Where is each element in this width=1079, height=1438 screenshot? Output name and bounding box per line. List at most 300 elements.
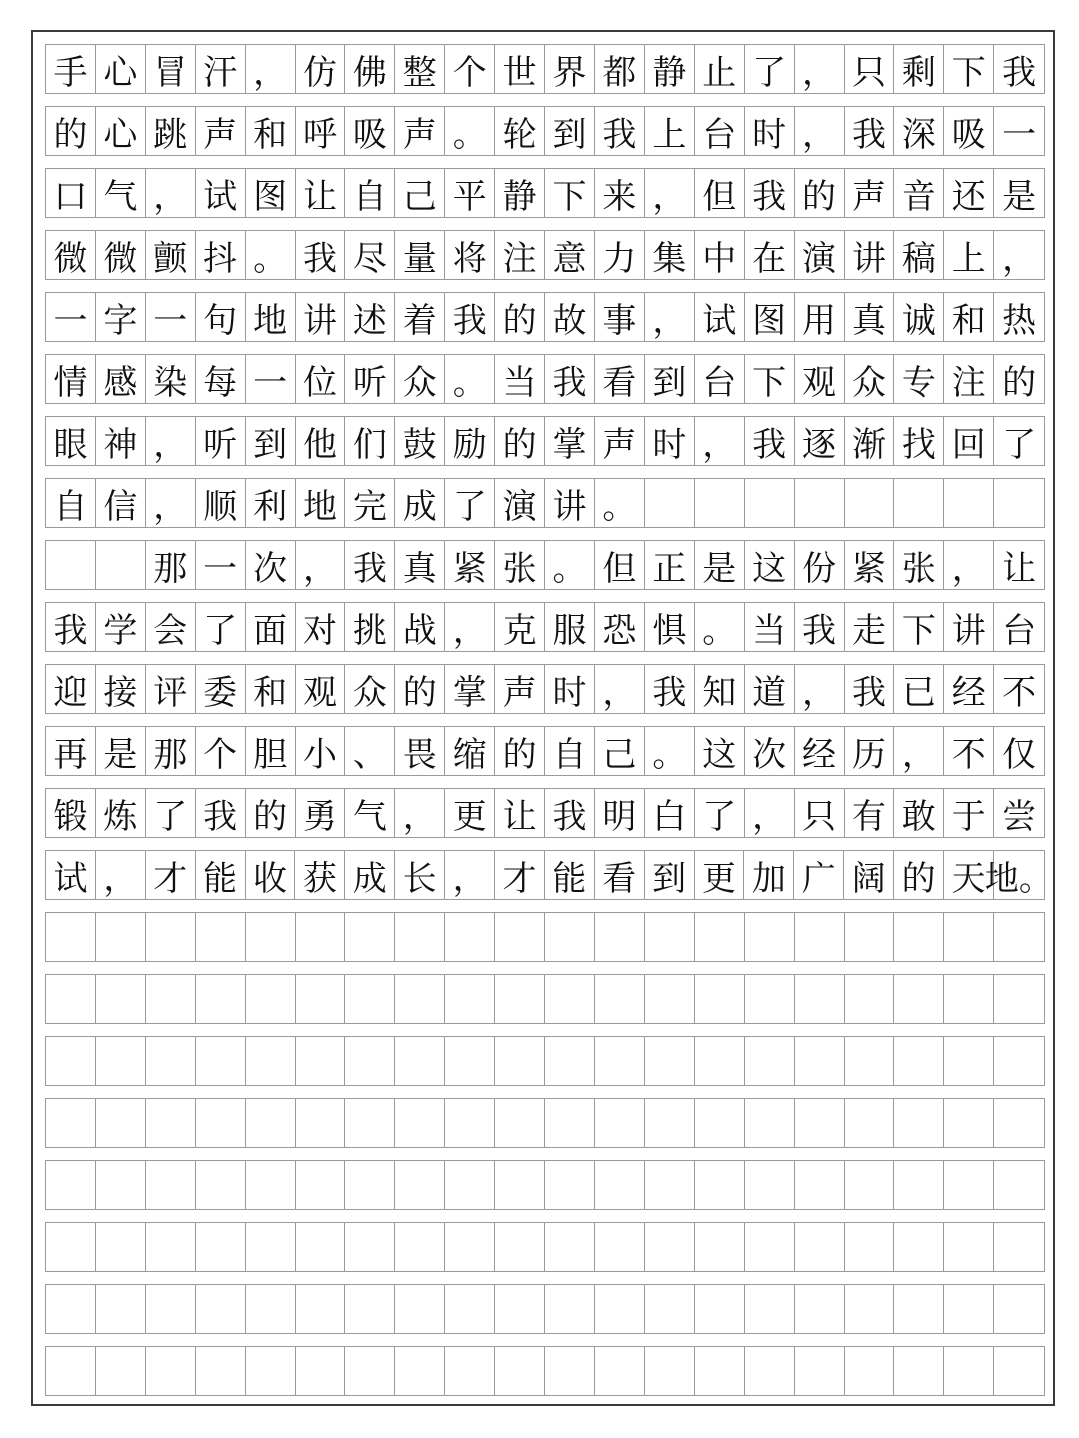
grid-cell	[395, 1285, 445, 1333]
grid-cell: 气	[96, 169, 146, 217]
grid-cell	[296, 975, 346, 1023]
grid-cell	[595, 913, 645, 961]
grid-cell	[944, 1161, 994, 1209]
grid-cell: 紧	[845, 541, 895, 589]
grid-cell: 汗	[196, 45, 246, 93]
grid-cell	[795, 1099, 845, 1147]
grid-cell: 小	[296, 727, 346, 775]
grid-cell	[146, 1285, 196, 1333]
grid-cell: 在	[745, 231, 795, 279]
grid-cell	[395, 1037, 445, 1085]
grid-cell	[495, 913, 545, 961]
grid-cell	[894, 1161, 944, 1209]
grid-cell: 仿	[296, 45, 346, 93]
grid-cell: 热	[1002, 300, 1037, 341]
grid-row	[45, 1036, 1045, 1086]
grid-cell	[445, 1161, 495, 1209]
grid-cell	[894, 1285, 944, 1333]
grid-cell: 的	[395, 665, 445, 713]
grid-cell	[395, 1347, 445, 1395]
grid-cell: 个	[445, 45, 495, 93]
grid-cell: 注	[944, 355, 994, 403]
grid-cell: 个	[196, 727, 246, 775]
grid-cell	[495, 975, 545, 1023]
grid-cell: 了	[146, 789, 196, 837]
grid-row	[45, 850, 1053, 900]
grid-cell: 真	[395, 541, 445, 589]
grid-row	[45, 230, 1045, 280]
grid-cell: 世	[495, 45, 545, 93]
grid-cell: 声	[395, 107, 445, 155]
grid-cell: 的	[795, 169, 845, 217]
grid-cell: 心	[96, 45, 146, 93]
grid-cell	[595, 975, 645, 1023]
grid-cell: 掌	[545, 417, 595, 465]
grid-cell: 图	[246, 169, 296, 217]
grid-cell: 才	[495, 851, 545, 899]
grid-cell	[795, 1285, 845, 1333]
grid-row	[45, 726, 1045, 776]
grid-cell: 我	[345, 541, 395, 589]
grid-cell: 神	[96, 417, 146, 465]
grid-cell: 止	[695, 45, 745, 93]
grid-cell	[345, 913, 395, 961]
grid-cell: 观	[296, 665, 346, 713]
grid-cell	[695, 1037, 745, 1085]
grid-cell: ，	[96, 851, 146, 899]
grid-cell: 长	[395, 851, 445, 899]
grid-cell: 将	[445, 231, 495, 279]
grid-cell	[994, 1223, 1044, 1271]
grid-cell	[795, 1037, 845, 1085]
grid-cell: 不	[944, 727, 994, 775]
grid-cell	[745, 1285, 795, 1333]
grid-cell: 的	[46, 107, 96, 155]
grid-cell	[695, 975, 745, 1023]
grid-cell: 。	[695, 603, 745, 651]
grid-cell: 到	[545, 107, 595, 155]
grid-cell: 和	[246, 665, 296, 713]
grid-cell	[296, 1161, 346, 1209]
grid-cell	[845, 479, 895, 527]
grid-row	[45, 1222, 1045, 1272]
grid-row	[45, 912, 1045, 962]
grid-cell	[695, 1223, 745, 1271]
grid-cell	[994, 1037, 1044, 1085]
grid-cell: 对	[296, 603, 346, 651]
grid-cell	[994, 1285, 1044, 1333]
grid-cell	[845, 1223, 895, 1271]
grid-cell: 。	[595, 479, 645, 527]
grid-cell	[46, 913, 96, 961]
grid-cell	[745, 975, 795, 1023]
grid-cell: 声	[845, 169, 895, 217]
grid-cell: 我	[545, 355, 595, 403]
grid-cell: 更	[445, 789, 495, 837]
grid-cell: 掌	[445, 665, 495, 713]
grid-cell: 事	[595, 293, 645, 341]
grid-cell: 的	[1002, 362, 1037, 403]
grid-cell	[495, 1347, 545, 1395]
grid-cell	[96, 1223, 146, 1271]
grid-cell: 到	[246, 417, 296, 465]
grid-cell: 我	[845, 107, 895, 155]
grid-cell: 到	[645, 355, 695, 403]
grid-cell	[595, 1037, 645, 1085]
grid-cell: 能	[196, 851, 246, 899]
grid-cell: 吸	[345, 107, 395, 155]
grid-row	[45, 354, 1045, 404]
grid-row	[45, 1284, 1045, 1334]
grid-cell: 尽	[345, 231, 395, 279]
grid-cell	[545, 1161, 595, 1209]
grid-cell	[46, 541, 96, 589]
grid-cell: 让	[1002, 548, 1037, 589]
grid-cell: 演	[795, 231, 845, 279]
grid-cell: 地	[246, 293, 296, 341]
grid-cell: 口	[46, 169, 96, 217]
grid-cell: 历	[845, 727, 895, 775]
grid-cell	[196, 1285, 246, 1333]
grid-cell: 服	[545, 603, 595, 651]
grid-cell	[345, 1347, 395, 1395]
grid-cell	[146, 1099, 196, 1147]
grid-cell: 了	[745, 45, 795, 93]
grid-cell	[545, 1347, 595, 1395]
grid-cell: ，	[445, 851, 495, 899]
grid-cell: 经	[795, 727, 845, 775]
grid-cell: 更	[695, 851, 745, 899]
grid-cell	[96, 1285, 146, 1333]
grid-cell: 明	[595, 789, 645, 837]
grid-cell: 界	[545, 45, 595, 93]
grid-cell	[345, 1223, 395, 1271]
grid-cell	[894, 1347, 944, 1395]
grid-cell: 胆	[246, 727, 296, 775]
grid-cell	[46, 1223, 96, 1271]
grid-cell: ，	[395, 789, 445, 837]
grid-cell	[246, 1285, 296, 1333]
manuscript-sheet	[31, 30, 1055, 1406]
grid-cell	[146, 1223, 196, 1271]
grid-cell: 己	[595, 727, 645, 775]
grid-cell	[645, 1161, 695, 1209]
grid-cell: 只	[795, 789, 845, 837]
grid-cell	[146, 913, 196, 961]
grid-cell	[46, 1161, 96, 1209]
grid-cell: 台	[1002, 610, 1037, 651]
grid-cell	[745, 1037, 795, 1085]
grid-cell	[46, 1285, 96, 1333]
grid-cell: 委	[196, 665, 246, 713]
grid-cell: 完	[345, 479, 395, 527]
grid-cell: 信	[96, 479, 146, 527]
grid-cell	[795, 1161, 845, 1209]
grid-cell: 克	[495, 603, 545, 651]
grid-cell: 众	[345, 665, 395, 713]
grid-cell: 众	[395, 355, 445, 403]
grid-cell	[96, 1099, 146, 1147]
grid-cell: 广	[794, 851, 844, 899]
grid-cell: 讲	[845, 231, 895, 279]
grid-cell	[994, 975, 1044, 1023]
grid-cell: 我	[196, 789, 246, 837]
grid-cell: 才	[146, 851, 196, 899]
grid-cell: 锻	[46, 789, 96, 837]
grid-cell	[46, 1099, 96, 1147]
grid-cell: 手	[46, 45, 96, 93]
grid-cell: 染	[146, 355, 196, 403]
grid-cell	[944, 1223, 994, 1271]
grid-cell: 这	[745, 541, 795, 589]
grid-cell: 佛	[345, 45, 395, 93]
grid-cell: 。	[545, 541, 595, 589]
grid-cell	[595, 1223, 645, 1271]
grid-cell: 缩	[445, 727, 495, 775]
grid-cell	[745, 1223, 795, 1271]
grid-cell	[196, 1099, 246, 1147]
grid-cell: 我	[46, 603, 96, 651]
grid-cell: 试	[46, 851, 96, 899]
grid-cell	[146, 1037, 196, 1085]
grid-cell	[146, 1161, 196, 1209]
grid-cell: 着	[395, 293, 445, 341]
grid-row	[45, 602, 1045, 652]
grid-cell	[296, 1285, 346, 1333]
grid-cell	[994, 1347, 1044, 1395]
grid-cell: 张	[495, 541, 545, 589]
grid-cell: 利	[246, 479, 296, 527]
grid-cell: 讲	[296, 293, 346, 341]
grid-cell	[595, 1099, 645, 1147]
grid-cell	[845, 1347, 895, 1395]
grid-cell	[345, 1285, 395, 1333]
grid-cell	[445, 975, 495, 1023]
grid-cell: 当	[495, 355, 545, 403]
grid-cell: 获	[295, 851, 345, 899]
grid-cell: 都	[595, 45, 645, 93]
grid-cell	[445, 1099, 495, 1147]
grid-cell: 学	[96, 603, 146, 651]
grid-cell	[545, 1037, 595, 1085]
grid-cell	[845, 1285, 895, 1333]
grid-cell	[645, 975, 695, 1023]
grid-cell: 台	[695, 107, 745, 155]
grid-cell: 跳	[146, 107, 196, 155]
grid-cell	[246, 1347, 296, 1395]
grid-cell: ，	[296, 541, 346, 589]
grid-cell: 试	[695, 293, 745, 341]
grid-cell	[246, 975, 296, 1023]
grid-row	[45, 1098, 1045, 1148]
grid-cell: 静	[495, 169, 545, 217]
grid-cell: 中	[695, 231, 745, 279]
grid-cell: 时	[745, 107, 795, 155]
grid-cell	[395, 975, 445, 1023]
grid-cell	[296, 1223, 346, 1271]
grid-cell: ，	[894, 727, 944, 775]
grid-cell: 冒	[146, 45, 196, 93]
grid-cell: 了	[695, 789, 745, 837]
grid-cell: 挑	[345, 603, 395, 651]
grid-cell: 声	[196, 107, 246, 155]
grid-cell: 呼	[296, 107, 346, 155]
grid-cell: 轮	[495, 107, 545, 155]
grid-cell: 声	[495, 665, 545, 713]
grid-cell: 稿	[894, 231, 944, 279]
grid-cell	[894, 479, 944, 527]
grid-cell	[96, 1161, 146, 1209]
grid-cell	[445, 1347, 495, 1395]
grid-cell	[845, 1161, 895, 1209]
grid-cell	[845, 1099, 895, 1147]
grid-cell: 静	[645, 45, 695, 93]
grid-cell: 只	[845, 45, 895, 93]
grid-cell	[944, 1285, 994, 1333]
grid-cell	[994, 913, 1044, 961]
grid-cell: 到	[645, 851, 695, 899]
grid-cell: 抖	[196, 231, 246, 279]
grid-row	[45, 478, 1045, 528]
grid-cell: 我	[445, 293, 495, 341]
grid-cell: 我	[745, 169, 795, 217]
grid-cell	[296, 1347, 346, 1395]
grid-cell: 是	[695, 541, 745, 589]
grid-cell	[196, 1223, 246, 1271]
grid-cell	[745, 479, 795, 527]
grid-cell: 了	[196, 603, 246, 651]
grid-cell: 微	[96, 231, 146, 279]
grid-cell	[595, 1347, 645, 1395]
grid-cell: 字	[96, 293, 146, 341]
grid-row	[45, 416, 1045, 466]
grid-cell: 一	[1002, 114, 1037, 155]
grid-cell: 阔	[844, 851, 894, 899]
grid-cell	[695, 913, 745, 961]
grid-cell: 用	[795, 293, 845, 341]
grid-cell	[645, 1099, 695, 1147]
grid-cell: 微	[46, 231, 96, 279]
grid-cell: 我	[545, 789, 595, 837]
grid-cell: 次	[246, 541, 296, 589]
grid-cell: 仅	[1002, 734, 1037, 775]
grid-cell: 他	[296, 417, 346, 465]
grid-cell: 故	[545, 293, 595, 341]
grid-cell: 每	[196, 355, 246, 403]
grid-cell: 平	[445, 169, 495, 217]
grid-cell	[944, 913, 994, 961]
grid-cell	[495, 1285, 545, 1333]
grid-cell: 恐	[595, 603, 645, 651]
grid-cell: 上	[645, 107, 695, 155]
grid-cell	[345, 1099, 395, 1147]
grid-cell: 鼓	[395, 417, 445, 465]
grid-cell	[545, 913, 595, 961]
grid-cell	[96, 975, 146, 1023]
grid-cell: 张	[894, 541, 944, 589]
grid-cell: 、	[345, 727, 395, 775]
grid-cell	[495, 1223, 545, 1271]
grid-cell: 看	[595, 355, 645, 403]
grid-cell: 面	[246, 603, 296, 651]
grid-cell: 。	[445, 107, 495, 155]
grid-cell: ，	[1002, 238, 1037, 279]
grid-cell	[894, 975, 944, 1023]
grid-cell	[46, 975, 96, 1023]
grid-cell	[645, 913, 695, 961]
grid-cell	[944, 479, 994, 527]
grid-cell: 。	[246, 231, 296, 279]
grid-cell	[445, 1285, 495, 1333]
grid-cell: 吸	[944, 107, 994, 155]
grid-cell: 我	[745, 417, 795, 465]
grid-row	[45, 788, 1045, 838]
grid-cell: 颤	[146, 231, 196, 279]
grid-cell: ，	[795, 665, 845, 713]
grid-cell: 我	[296, 231, 346, 279]
grid-cell	[296, 913, 346, 961]
grid-cell: 正	[645, 541, 695, 589]
grid-cell: 畏	[395, 727, 445, 775]
grid-cell: 会	[146, 603, 196, 651]
grid-row	[45, 292, 1045, 342]
grid-cell: 加	[744, 851, 794, 899]
grid-row	[45, 44, 1045, 94]
grid-cell: 图	[745, 293, 795, 341]
grid-cell	[146, 975, 196, 1023]
grid-cell: 炼	[96, 789, 146, 837]
grid-cell: 已	[894, 665, 944, 713]
grid-cell: 来	[595, 169, 645, 217]
grid-cell: 的	[495, 417, 545, 465]
grid-cell	[845, 975, 895, 1023]
grid-cell: 位	[296, 355, 346, 403]
grid-cell: 让	[495, 789, 545, 837]
grid-cell	[345, 975, 395, 1023]
grid-cell: 紧	[445, 541, 495, 589]
grid-cell: 渐	[845, 417, 895, 465]
grid-cell: 自	[545, 727, 595, 775]
grid-cell: 评	[146, 665, 196, 713]
grid-cell	[445, 1223, 495, 1271]
grid-cell: 观	[795, 355, 845, 403]
grid-cell: 知	[695, 665, 745, 713]
grid-cell: 讲	[944, 603, 994, 651]
grid-cell: 音	[894, 169, 944, 217]
grid-cell	[196, 1161, 246, 1209]
grid-cell: 了	[1002, 424, 1037, 465]
grid-cell: ，	[146, 479, 196, 527]
grid-cell: 接	[96, 665, 146, 713]
grid-cell: ，	[745, 789, 795, 837]
grid-cell	[445, 913, 495, 961]
grid-cell: ，	[595, 665, 645, 713]
grid-row	[45, 664, 1045, 714]
grid-cell	[545, 1223, 595, 1271]
grid-cell	[695, 1099, 745, 1147]
grid-cell: 我	[845, 665, 895, 713]
grid-cell: 句	[196, 293, 246, 341]
grid-cell	[994, 479, 1044, 527]
grid-cell	[495, 1161, 545, 1209]
grid-cell: 和	[944, 293, 994, 341]
grid-cell: 那	[146, 727, 196, 775]
grid-cell: 是	[1002, 176, 1037, 217]
grid-cell: 下	[944, 45, 994, 93]
grid-cell	[745, 913, 795, 961]
grid-cell	[695, 1347, 745, 1395]
grid-cell	[196, 975, 246, 1023]
